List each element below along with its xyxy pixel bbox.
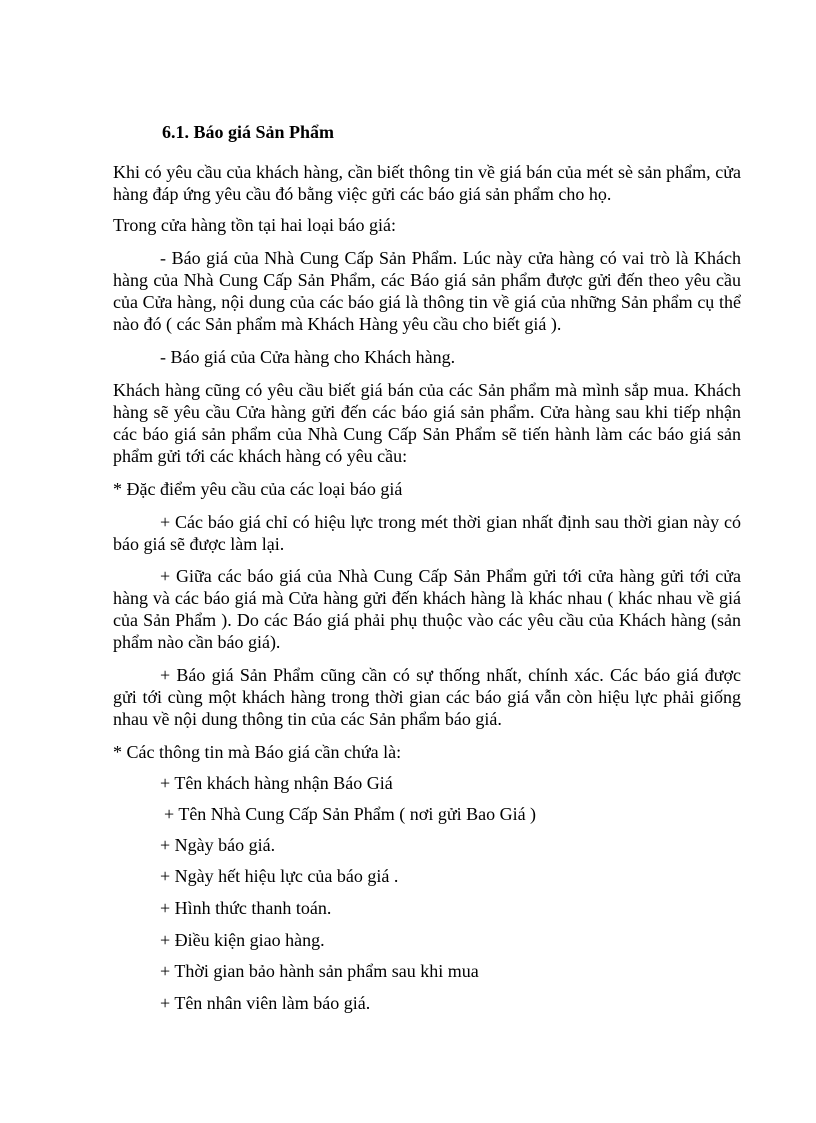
- intro-paragraph: Khi có yêu cầu của khách hàng, cần biết thông tin về giá bán của mét sè sản phẩm, cửa hàng đáp ứng yêu cầu đó bằng việc gửi các báo giá sản phẩm cho họ.: [113, 162, 741, 204]
- info-item-delivery-terms: + Điều kiện giao hàng.: [160, 930, 325, 950]
- info-item-supplier-name: + Tên Nhà Cung Cấp Sản Phẩm ( nơi gửi Bao Giá ): [164, 804, 537, 824]
- difference-paragraph: + Giữa các báo giá của Nhà Cung Cấp Sản Phẩm gửi tới cửa hàng gửi tới cửa hàng và các báo giá mà Cửa hàng gửi đến khách hàng là khác nhau ( khác nhau về giá của Sản Phẩm ). Do các Báo giá phải phụ thuộc vào các yêu cầu của Khách hàng (sản phẩm nào cần báo giá).: [113, 566, 741, 652]
- info-list-heading: * Các thông tin mà Báo giá cần chứa là:: [113, 742, 402, 762]
- info-item-warranty: + Thời gian bảo hành sản phẩm sau khi mua: [160, 961, 479, 981]
- section-heading: 6.1. Báo giá Sản Phẩm: [162, 122, 335, 142]
- supplier-quote-paragraph: - Báo giá của Nhà Cung Cấp Sản Phẩm. Lúc này cửa hàng có vai trò là Khách hàng của Nhà Cung Cấp Sản Phẩm, các Báo giá sản phẩm được gửi đến theo yêu cầu của Cửa hàng, nội dung của các báo giá là thông tin về giá của những Sản phẩm cụ thể nào đó ( các Sản phẩm mà Khách Hàng yêu cầu cho biết giá ).: [113, 248, 741, 334]
- info-item-payment-method: + Hình thức thanh toán.: [160, 898, 332, 918]
- consistency-paragraph: + Báo giá Sản Phẩm cũng cần có sự thống nhất, chính xác. Các báo giá được gửi tới cùng một khách hàng trong thời gian các báo giá vẫn còn hiệu lực phải giống nhau về nội dung thông tin của các Sản phẩm báo giá.: [113, 665, 741, 729]
- info-item-quote-date: + Ngày báo giá.: [160, 835, 276, 855]
- info-item-expiry-date: + Ngày hết hiệu lực của báo giá .: [160, 866, 399, 886]
- quote-types-intro: Trong cửa hàng tồn tại hai loại báo giá:: [113, 215, 397, 235]
- info-item-customer-name: + Tên khách hàng nhận Báo Giá: [160, 773, 393, 793]
- store-quote-line: - Báo giá của Cửa hàng cho Khách hàng.: [160, 347, 456, 367]
- customer-quote-paragraph: Khách hàng cũng có yêu cầu biết giá bán của các Sản phẩm mà mình sắp mua. Khách hàng sẽ yêu cầu Cửa hàng gửi đến các báo giá sản phẩm. Cửa hàng sau khi tiếp nhận các báo giá sản phẩm của Nhà Cung Cấp Sản Phẩm sẽ tiến hành làm các báo giá sản phẩm gửi tới các khách hàng có yêu cầu:: [113, 380, 741, 466]
- requirements-heading: * Đặc điểm yêu cầu của các loại báo giá: [113, 479, 403, 499]
- validity-paragraph: + Các báo giá chỉ có hiệu lực trong mét thời gian nhất định sau thời gian này có báo giá sẽ được làm lại.: [113, 512, 741, 554]
- info-item-staff-name: + Tên nhân viên làm báo giá.: [160, 993, 371, 1013]
